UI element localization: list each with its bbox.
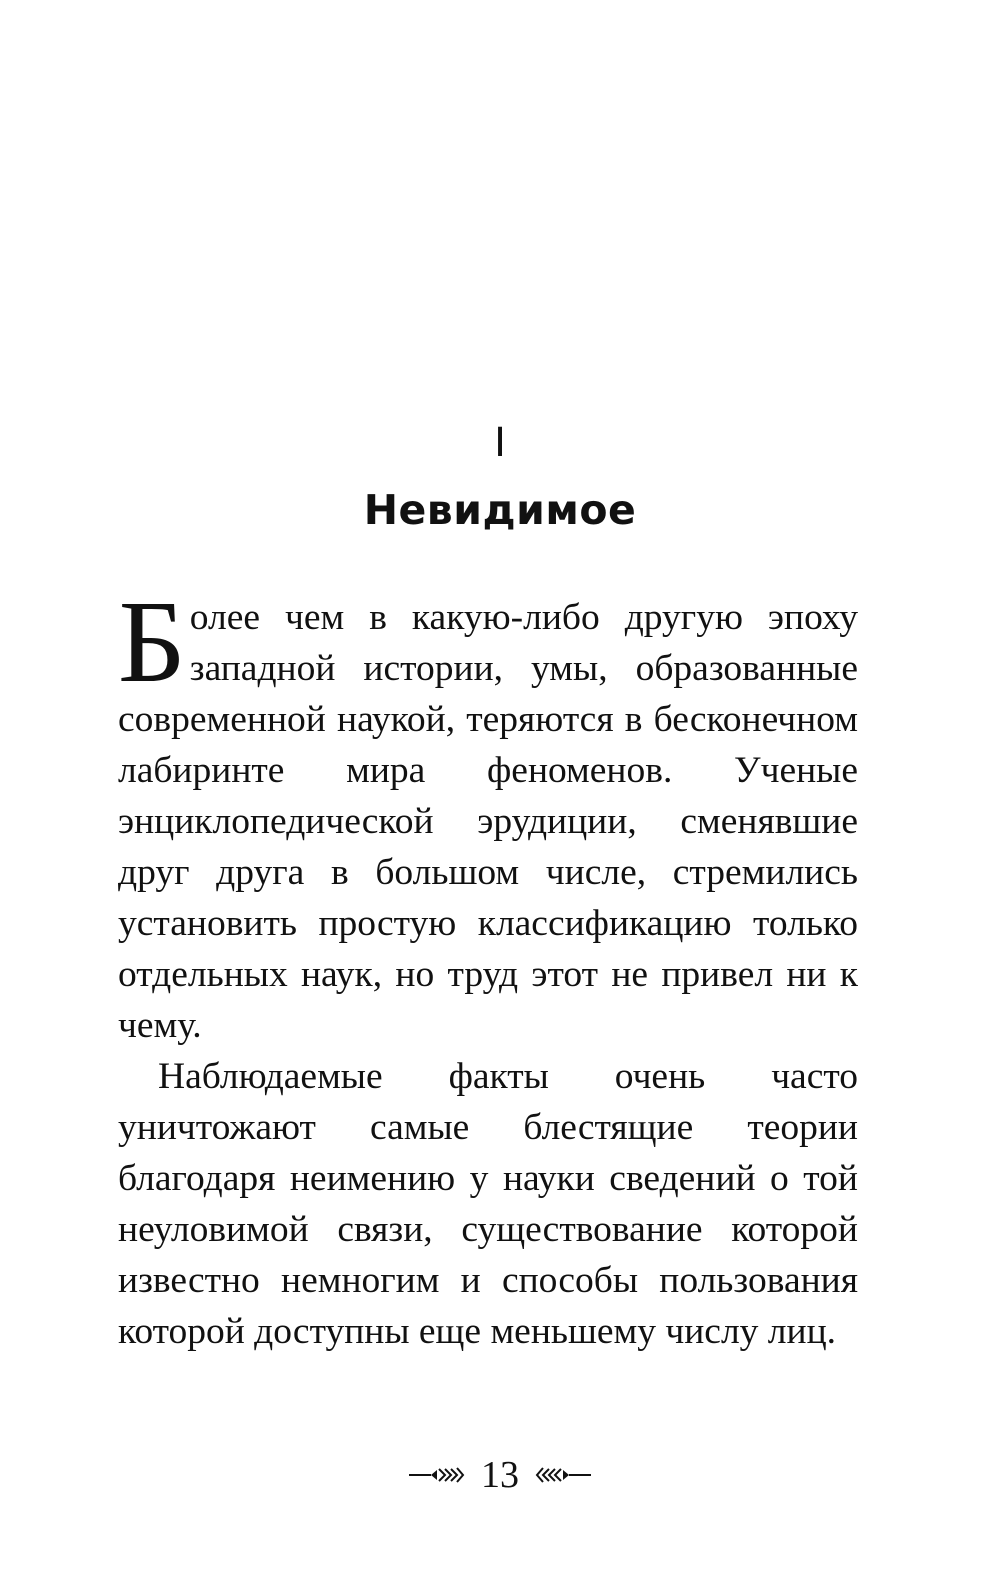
ornament-right-icon (533, 1464, 593, 1486)
paragraph-2: Наблюдаемые факты очень часто уничтожают самые блестящие теории благодаря неимению у науки сведений о той неуловимой связи, существование которой известно немногим и способы пользования которой доступны еще меньшему числу лиц. (118, 1056, 858, 1352)
ornament-left-icon (407, 1464, 467, 1486)
paragraph-1 (118, 576, 858, 1051)
paragraph-1-text: олее чем в какую-либо другую эпоху западной истории, умы, образованные современной наукой, теряются в бесконечном лабиринте мира феноменов. Ученые энциклопедической эрудиции, сменявшие друг друга в большом числе, стремились установить простую классификацию только отдельных наук, но труд этот не привел ни к чему. (118, 597, 858, 1046)
body-text (118, 576, 858, 1357)
chapter-number: I (494, 420, 506, 466)
page-footer (0, 1450, 1000, 1500)
page-number: 13 (481, 1454, 519, 1496)
chapter-title: Невидимое (363, 486, 637, 534)
drop-cap: Б (118, 576, 186, 707)
